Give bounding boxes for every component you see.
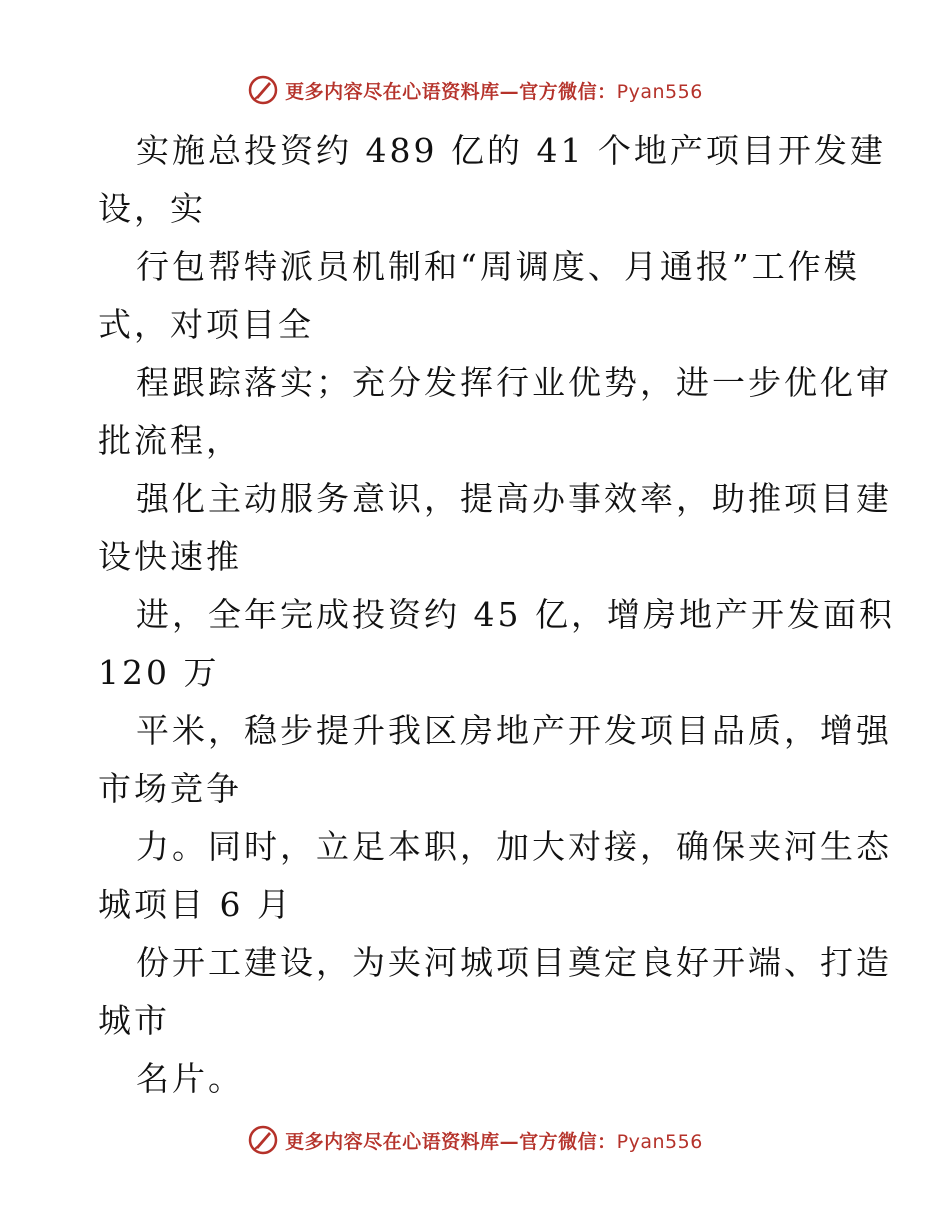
quill-logo-icon	[247, 1124, 279, 1156]
footer-watermark	[0, 1120, 950, 1160]
header-watermark	[0, 70, 950, 110]
watermark-text	[285, 1127, 703, 1154]
text-line: 强化主动服务意识，提高办事效率，助推项目建	[136, 479, 892, 518]
watermark-wechat-id: Pyan556	[616, 1130, 703, 1153]
text-line: 程跟踪落实；充分发挥行业优势，进一步优化审	[136, 363, 892, 402]
text-line: 市场竞争	[98, 769, 242, 808]
watermark-label: 更多内容尽在心语资料库—官方微信：	[285, 1130, 617, 1153]
text-line: 城项目 6 月	[98, 885, 293, 924]
text-line: 力。同时，立足本职，加大对接，确保夹河生态	[136, 827, 892, 866]
watermark-wechat-id: Pyan556	[616, 80, 703, 103]
watermark-text	[285, 77, 703, 104]
text-line: 名片。	[136, 1059, 244, 1098]
document-body	[98, 122, 895, 1108]
text-line: 式，对项目全	[98, 305, 314, 344]
text-line: 120 万	[98, 653, 220, 692]
text-line: 实施总投资约 489 亿的 41 个地产项目开发建	[136, 131, 886, 170]
text-line: 平米，稳步提升我区房地产开发项目品质，增强	[136, 711, 892, 750]
text-line: 份开工建设，为夹河城项目奠定良好开端、打造	[136, 943, 892, 982]
text-line: 设，实	[98, 189, 206, 228]
text-line: 设快速推	[98, 537, 242, 576]
text-line: 进，全年完成投资约 45 亿，增房地产开发面积	[136, 595, 895, 634]
watermark-label: 更多内容尽在心语资料库—官方微信：	[285, 80, 617, 103]
quill-logo-icon	[247, 74, 279, 106]
text-line: 批流程，	[98, 421, 242, 460]
text-line: 城市	[98, 1001, 170, 1040]
text-line: 行包帮特派员机制和“周调度、月通报”工作模	[136, 247, 860, 286]
